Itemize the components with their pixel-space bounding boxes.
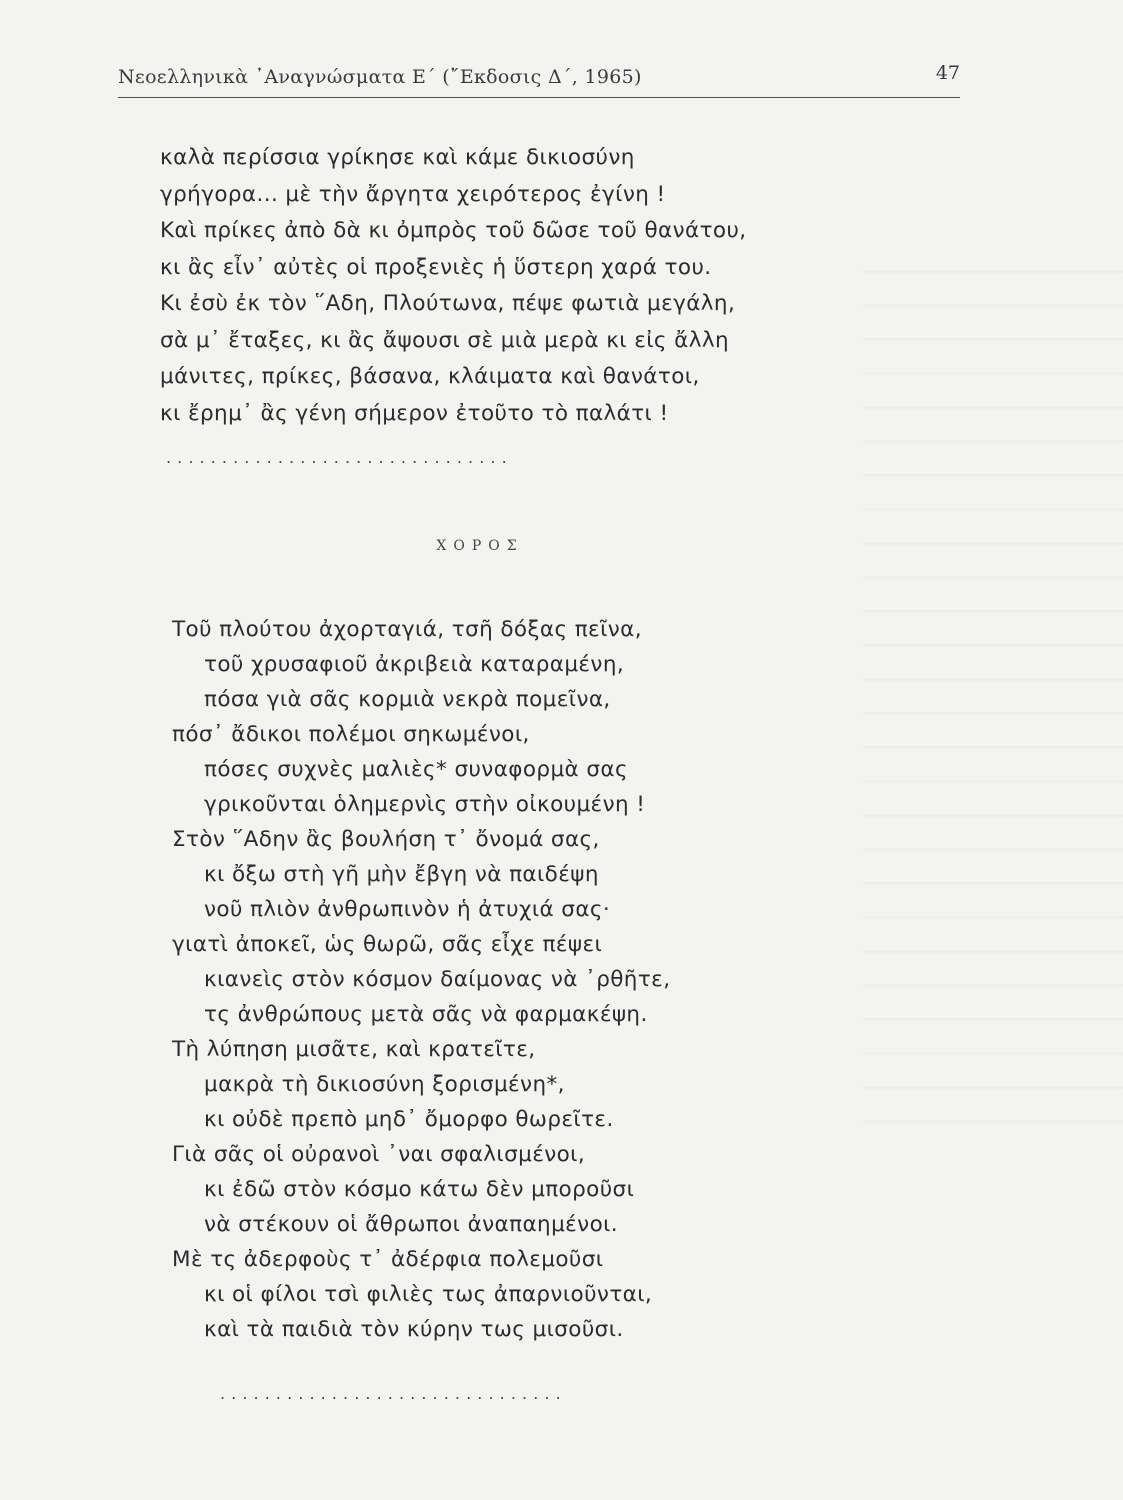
verse-stanza [160,140,880,432]
chorus-line: κι οὐδὲ πρεπὸ μηδ᾿ ὄμορφο θωρεῖτε. [204,1107,614,1132]
chorus-line: νοῦ πλιὸν ἀνθρωπινὸν ἡ ἀτυχιά σας· [204,897,611,922]
chorus-line: Τὴ λύπηση μισᾶτε, καὶ κρατεῖτε, [172,1037,536,1062]
chorus-line: κι οἱ φίλοι τσὶ φιλιὲς τως ἀπαρνιοῦνται, [204,1282,653,1307]
ellipsis-divider: ............................... [166,448,513,467]
ellipsis-divider: ............................... [220,1384,567,1403]
chorus-line: κιανεὶς στὸν κόσμον δαίμονας νὰ ᾿ρθῆτε, [204,967,671,992]
bleed-through-texture [863,240,1123,1140]
verse-line: κι ἂς εἶν᾿ αὐτὲς οἱ προξενιὲς ἡ ὕστερη χαρά του. [160,254,712,280]
chorus-line: γιατὶ ἀποκεῖ, ὡς θωρῶ, σᾶς εἶχε πέψει [172,932,603,957]
chorus-line: Στὸν ῞Αδην ἂς βουλήση τ᾿ ὄνομά σας, [172,827,600,852]
verse-line: Καὶ πρίκες ἀπὸ δὰ κι ὀμπρὸς τοῦ δῶσε τοῦ θανάτου, [160,218,747,243]
chorus-line: νὰ στέκουν οἱ ἄθρωποι ἀναπαημένοι. [204,1212,619,1237]
chorus-line: τς ἀνθρώπους μετὰ σᾶς νὰ φαρμακέψη. [204,1002,648,1027]
chorus-line: πόσα γιὰ σᾶς κορμιὰ νεκρὰ πομεῖνα, [204,687,611,712]
chorus-line: γρικοῦνται ὁλημερνὶς στὴν οἰκουμένη ! [204,792,646,817]
chorus-line: κι ὄξω στὴ γῆ μὴν ἔβγη νὰ παιδέψη [204,862,599,887]
page-header [118,62,960,98]
verse-line: γρήγορα... μὲ τὴν ἄργητα χειρότερος ἐγίνη ! [160,181,666,207]
chorus-line: καὶ τὰ παιδιὰ τὸν κύρην τως μισοῦσι. [204,1317,624,1342]
verse-line: Κι ἐσὺ ἐκ τὸν ῞Αδη, Πλούτωνα, πέψε φωτιὰ μεγάλη, [160,291,736,316]
chorus-line: πόσες συχνὲς μαλιὲς* συναφορμὰ σας [204,757,628,782]
verse-line: καλὰ περίσσια γρίκησε καὶ κάμε δικιοσύνη [160,145,635,170]
chorus-line: κι ἐδῶ στὸν κόσμο κάτω δὲν μποροῦσι [204,1177,635,1202]
chorus-line: πόσ᾿ ἄδικοι πολέμοι σηκωμένοι, [172,722,530,747]
chorus-line: Γιὰ σᾶς οἱ οὐρανοὶ ᾿ναι σφαλισμένοι, [172,1142,586,1167]
chorus-line: μακρὰ τὴ δικιοσύνη ξορισμένη*, [204,1072,565,1097]
section-heading: ΧΟΡΟΣ [436,538,524,554]
chorus-line: τοῦ χρυσαφιοῦ ἀκριβειὰ καταραμένη, [204,652,625,677]
page-number: 47 [935,62,960,84]
running-title: Νεοελληνικὰ ᾿Αναγνώσματα Ε΄ (῎Εκδοσις Δ΄, 1965) [118,66,642,88]
verse-line: κι ἔρημ᾿ ἂς γένη σήμερον ἐτοῦτο τὸ παλάτι ! [160,400,669,426]
chorus-line: Τοῦ πλούτου ἀχορταγιά, τσῆ δόξας πεῖνα, [172,617,642,642]
verse-line: μάνιτες, πρίκες, βάσανα, κλάιματα καὶ θανάτοι, [160,364,700,389]
chorus-line: Μὲ τς ἀδερφοὺς τ᾿ ἀδέρφια πολεμοῦσι [172,1247,604,1272]
header-rule [118,97,960,98]
chorus-verse [172,612,892,1347]
verse-line: σὰ μ᾿ ἔταξες, κι ἂς ἄψουσι σὲ μιὰ μερὰ κι εἰς ἄλλη [160,327,729,353]
